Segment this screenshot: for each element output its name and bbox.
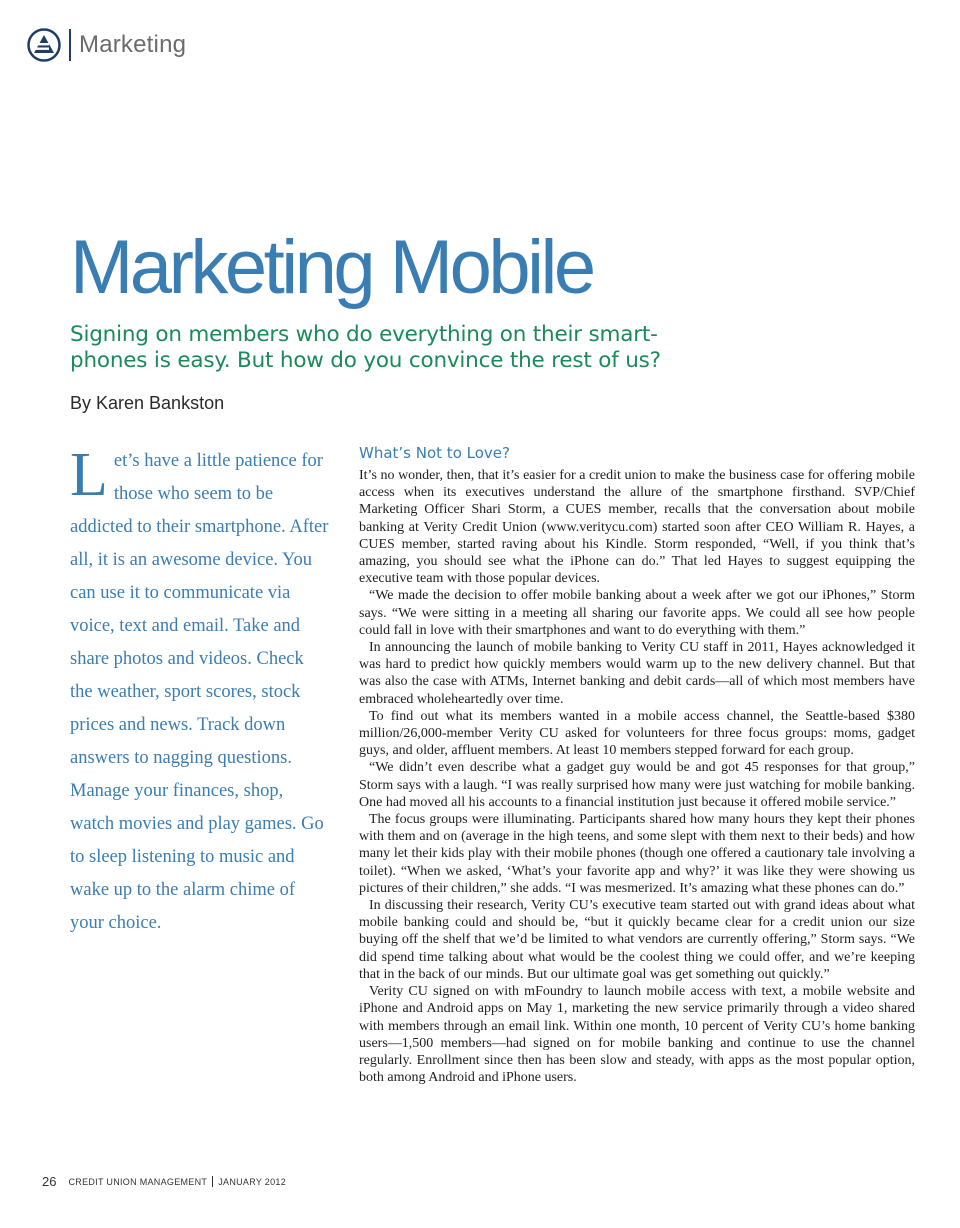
section-subhead: What’s Not to Love? [359,444,510,462]
pull-quote-text: et’s have a little patience for those who seem to be addicted to their smartphone. After all, it is an awesome device. You can use it to communicate via voice, text and email. Take and share photos and videos. Check the weather, sport scores, stock prices and news. Track down answers to nagging questions. Manage your finances, shop, watch movies and play games. Go to sleep listening to music and wake up to the alarm chime of your choice. [70,451,329,933]
body-paragraph: To find out what its members wanted in a mobile access channel, the Seattle-based $380 million/26,000-member Verity CU asked for volunteers for three focus groups: moms, gadget guys, and older, affluent members. At least 10 members stepped forward for each group. [359,708,915,759]
article-body [359,443,915,1086]
issue-date: JANUARY 2012 [218,1176,287,1187]
body-paragraph: In discussing their research, Verity CU’s executive team started out with grand ideas about what mobile banking could and should be, “but it quickly became clear for a credit union our size buying off the shelf that we’d be limited to what vendors are currently offering,” Storm says. “We did spend time talking about what would be the coolest thing we could offer, and we’re keeping that in the back of our minds. But our ultimate goal was get something out quickly.” [359,898,915,982]
header-divider [69,29,71,61]
body-paragraph: The focus groups were illuminating. Participants shared how many hours they kept their phones with them and on (average in the high teens, and some slept with them next to their beds) and how many let their kids play with their mobile phones (though one offered a cautionary tale involving a toilet). “When we asked, ‘What’s your favorite app and why?’ it was like they were showing us pictures of their children,” she adds. “I was mesmerized. It’s amazing what these phones can do.” [359,812,915,896]
drop-cap: L [70,441,108,509]
article-byline: By Karen Bankston [70,393,225,413]
body-paragraph: “We made the decision to offer mobile banking about a week after we got our iPhones,” Storm says. “We were sitting in a meeting all sharing our favorite apps. We could all see how people could fall in love with their smartphones and want to do everything with them.” [359,588,915,638]
page-number: 26 [42,1174,57,1189]
credit-union-logo-icon [27,28,61,62]
pull-quote-column [70,441,330,940]
section-header [27,27,186,63]
article-headline: Marketing Mobile [70,225,593,310]
body-paragraph: In announcing the launch of mobile banking to Verity CU staff in 2011, Hayes acknowledged it was hard to predict how quickly members would warm up to the new delivery channel. But that was also the case with ATMs, Internet banking and debit cards—all of which most members have embraced wholeheartedly over time. [359,640,915,707]
body-paragraph: It’s no wonder, then, that it’s easier for a credit union to make the business case for offering mobile access when its executives understand the allure of the smartphone firsthand. SVP/Chief Marketing Officer Shari Storm, a CUES member, recalls that the conversation about mobile banking at Verity Credit Union (www.veritycu.com) started soon after CEO William R. Hayes, a CUES member, started raving about his Kindle. Storm responded, “Well, if you think that’s amazing, you should see what the iPhone can do.” That led Hayes to suggest equipping the executive team with those popular devices. [359,468,915,587]
page-footer [42,1174,286,1189]
publication-name: CREDIT UNION MANAGEMENT [68,1176,208,1187]
body-paragraph: Verity CU signed on with mFoundry to launch mobile access with text, a mobile website and iPhone and Android apps on May 1, marketing the new service primarily through a video shared with members through an email link. Within one month, 10 percent of Verity CU’s home banking users—1,500 members—had signed on for mobile banking and continue to use the channel regularly. Enrollment since then has been slow and steady, with apps as the most popular option, both among Android and iPhone users. [359,984,915,1086]
footer-divider [212,1176,213,1187]
article-dek: Signing on members who do everything on their smart-phones is easy. But how do you convince the rest of us? [70,322,661,373]
section-label: Marketing [79,31,187,58]
body-paragraph: “We didn’t even describe what a gadget guy would be and got 45 responses for that group,” Storm says with a laugh. “I was really surprised how many were just watching for mobile banking. One had moved all his accounts to a financial institution just because it offered mobile service.” [359,760,915,810]
